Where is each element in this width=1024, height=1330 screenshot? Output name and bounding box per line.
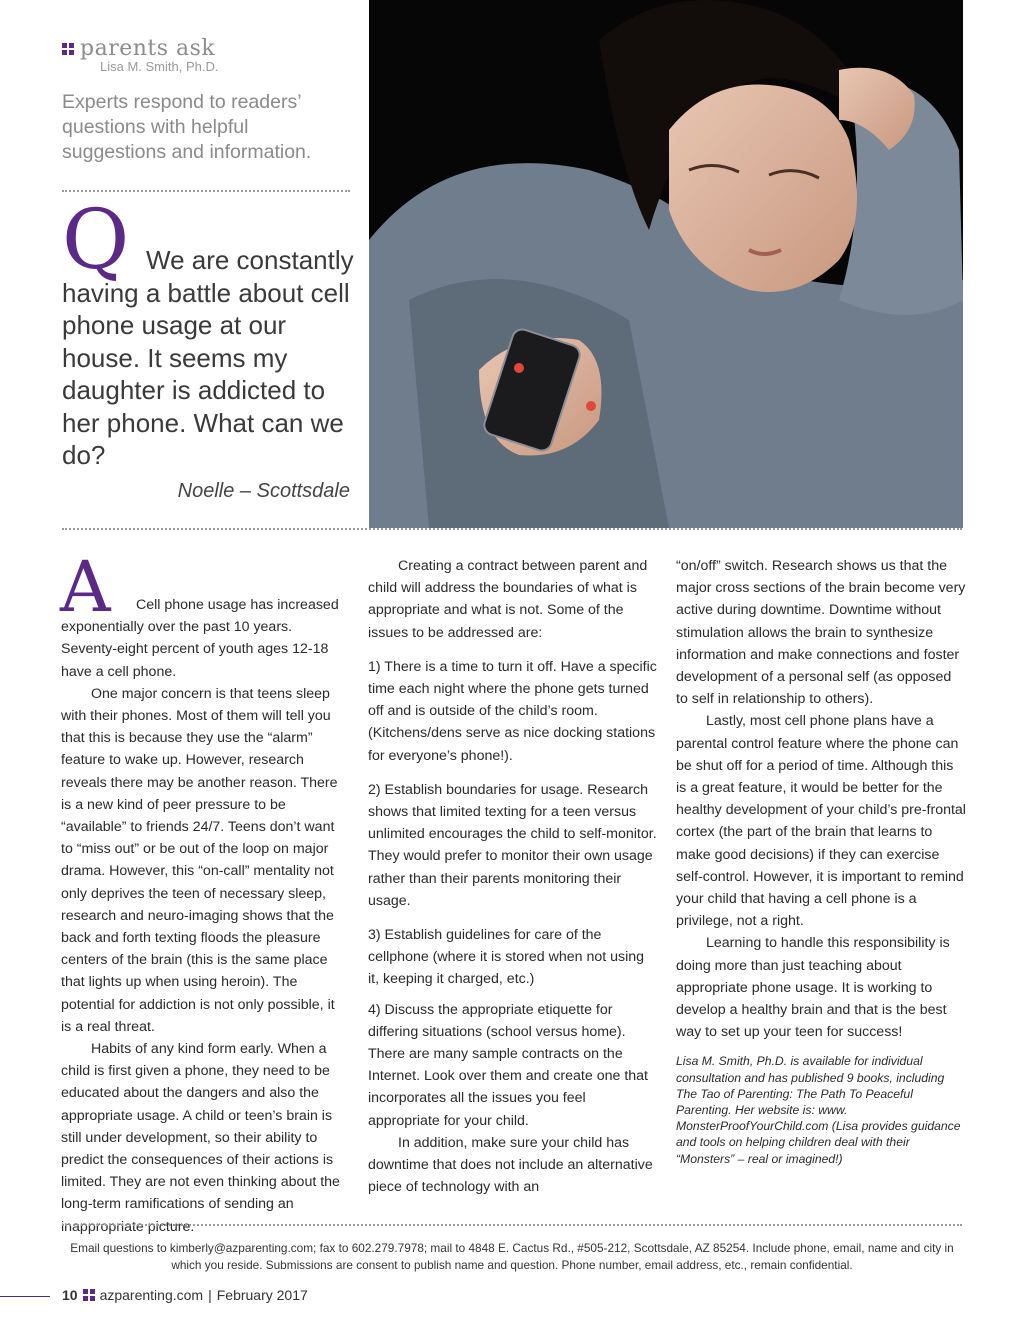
paragraph: Cell phone usage has increased exponentially over the past 10 years. Seventy-eight percent of youth ages 12-18 have a cell phone. — [61, 597, 339, 680]
page-number: 10 — [62, 1287, 78, 1303]
paragraph: Habits of any kind form early. When a child is first given a phone, they need to be educated about the dangers and also the appropriate usage. A child or teen’s brain is still under development, so their ability to predict the consequences of their actions is limited. They are not even thinking about the long-term ramifications of sending an inappropriate picture. — [61, 1041, 340, 1235]
folio — [62, 1287, 308, 1303]
answer-column-1 — [61, 594, 345, 1238]
issue-date: February 2017 — [216, 1287, 308, 1303]
paragraph: In addition, make sure your child has downtime that does not include an alternative piece of technology with an — [368, 1134, 653, 1196]
answer-letter: A — [60, 546, 111, 628]
paragraph: Creating a contract between parent and child will address the boundaries of what is appropriate and what is not. Some of the issues to be addressed are: — [368, 558, 648, 641]
author-bio: Lisa M. Smith, Ph.D. is available for individual consultation and has published 9 books, including The Tao of Parenting: The Path To Peaceful Parenting. Her website is: www. MonsterProofYourChild.com (Lisa provides guidance and tools on helping children deal with their “Monsters” – real or imagined!) — [676, 1054, 961, 1166]
author-name: Lisa M. Smith, Ph.D. — [100, 59, 219, 74]
question-text: We are constantly having a battle about cell phone usage at our house. It seems my daughter is addicted to her phone. What can we do? — [62, 245, 354, 470]
divider — [62, 1224, 962, 1226]
submission-note: Email questions to kimberly@azparenting.com; fax to 602.279.7978; mail to 4848 E. Cactus Rd., #505-212, Scottsdale, AZ 85254. Include phone, email, name and city in which you reside. Submissions are consent to publish name and question. Phone number, email address, etc., remain confidential. — [70, 1241, 954, 1272]
answer-column-2 — [368, 555, 658, 1198]
dots-grid-icon — [62, 43, 74, 55]
list-item: 2) Establish boundaries for usage. Research shows that limited texting for a teen versus unlimited encourages the child to self-monitor. They would prefer to monitor their own usage rather than their parents monitoring their usage. — [368, 781, 657, 909]
divider — [62, 528, 962, 530]
question-letter: Q — [62, 193, 130, 288]
paragraph: Lastly, most cell phone plans have a parental control feature where the phone can be shut off for a period of time. Although this is a great feature, it would be better for the healthy development of your child’s pre-frontal cortex (the part of the brain that learns to make good decisions) if they can exercise self-control. However, it is important to remind your child that having a cell phone is a privilege, not a right. — [676, 713, 966, 930]
teen-on-phone-photo — [369, 0, 963, 528]
site-name[interactable]: azparenting.com — [99, 1287, 204, 1303]
brand-row — [62, 36, 362, 61]
section-header — [62, 36, 362, 74]
photo-illustration — [369, 0, 963, 528]
paragraph: One major concern is that teens sleep with their phones. Most of them will tell you that this is because they use the “alarm” feature to wake up. However, research reveals there may be another reason. There is a new kind of peer pressure to be “available” to friends 24/7. Teens don’t want to “miss out” or be out of the loop on major drama. However, this “on-call” mentality not only deprives the teen of necessary sleep, research and neuro-imaging shows that the back and forth texting floods the pleasure centers of the brain (this is the same place that lights up when using heroin). The potential for addiction is not only possible, it is a real threat. — [61, 685, 338, 1035]
folio-separator: | — [208, 1287, 212, 1303]
question-asker: Noelle – Scottsdale — [177, 480, 350, 502]
dots-grid-icon — [83, 1289, 95, 1301]
answer-column-3 — [676, 555, 966, 1167]
section-title: parents ask — [80, 36, 216, 61]
list-item: 3) Establish guidelines for care of the cellphone (where it is stored when not using it, keeping it charged, etc.) — [368, 927, 645, 988]
list-item: 1) There is a time to turn it off. Have a specific time each night where the phone gets turned off and is outside of the child’s room. (Kitchens/dens serve as nice docking stations for everyone’s phone!). — [368, 658, 657, 764]
page-rule — [0, 1296, 50, 1297]
paragraph: Learning to handle this responsibility is doing more than just teaching about appropriate phone usage. It is working to develop a healthy brain and that is the best way to set up your teen for success! — [676, 935, 950, 1041]
intro-text: Experts respond to readers’ questions with helpful suggestions and information. — [62, 91, 312, 163]
divider — [62, 190, 350, 192]
list-item: 4) Discuss the appropriate etiquette for differing situations (school versus home). There are many sample contracts on the Internet. Look over them and create one that incorporates all the issues you feel appropriate for your child. — [368, 1001, 648, 1129]
paragraph: “on/off” switch. Research shows us that the major cross sections of the brain become very active during downtime. Downtime without stimulation allows the brain to synthesize information and make connections and foster development of a personal self (as opposed to self in relationship to others). — [676, 558, 966, 708]
